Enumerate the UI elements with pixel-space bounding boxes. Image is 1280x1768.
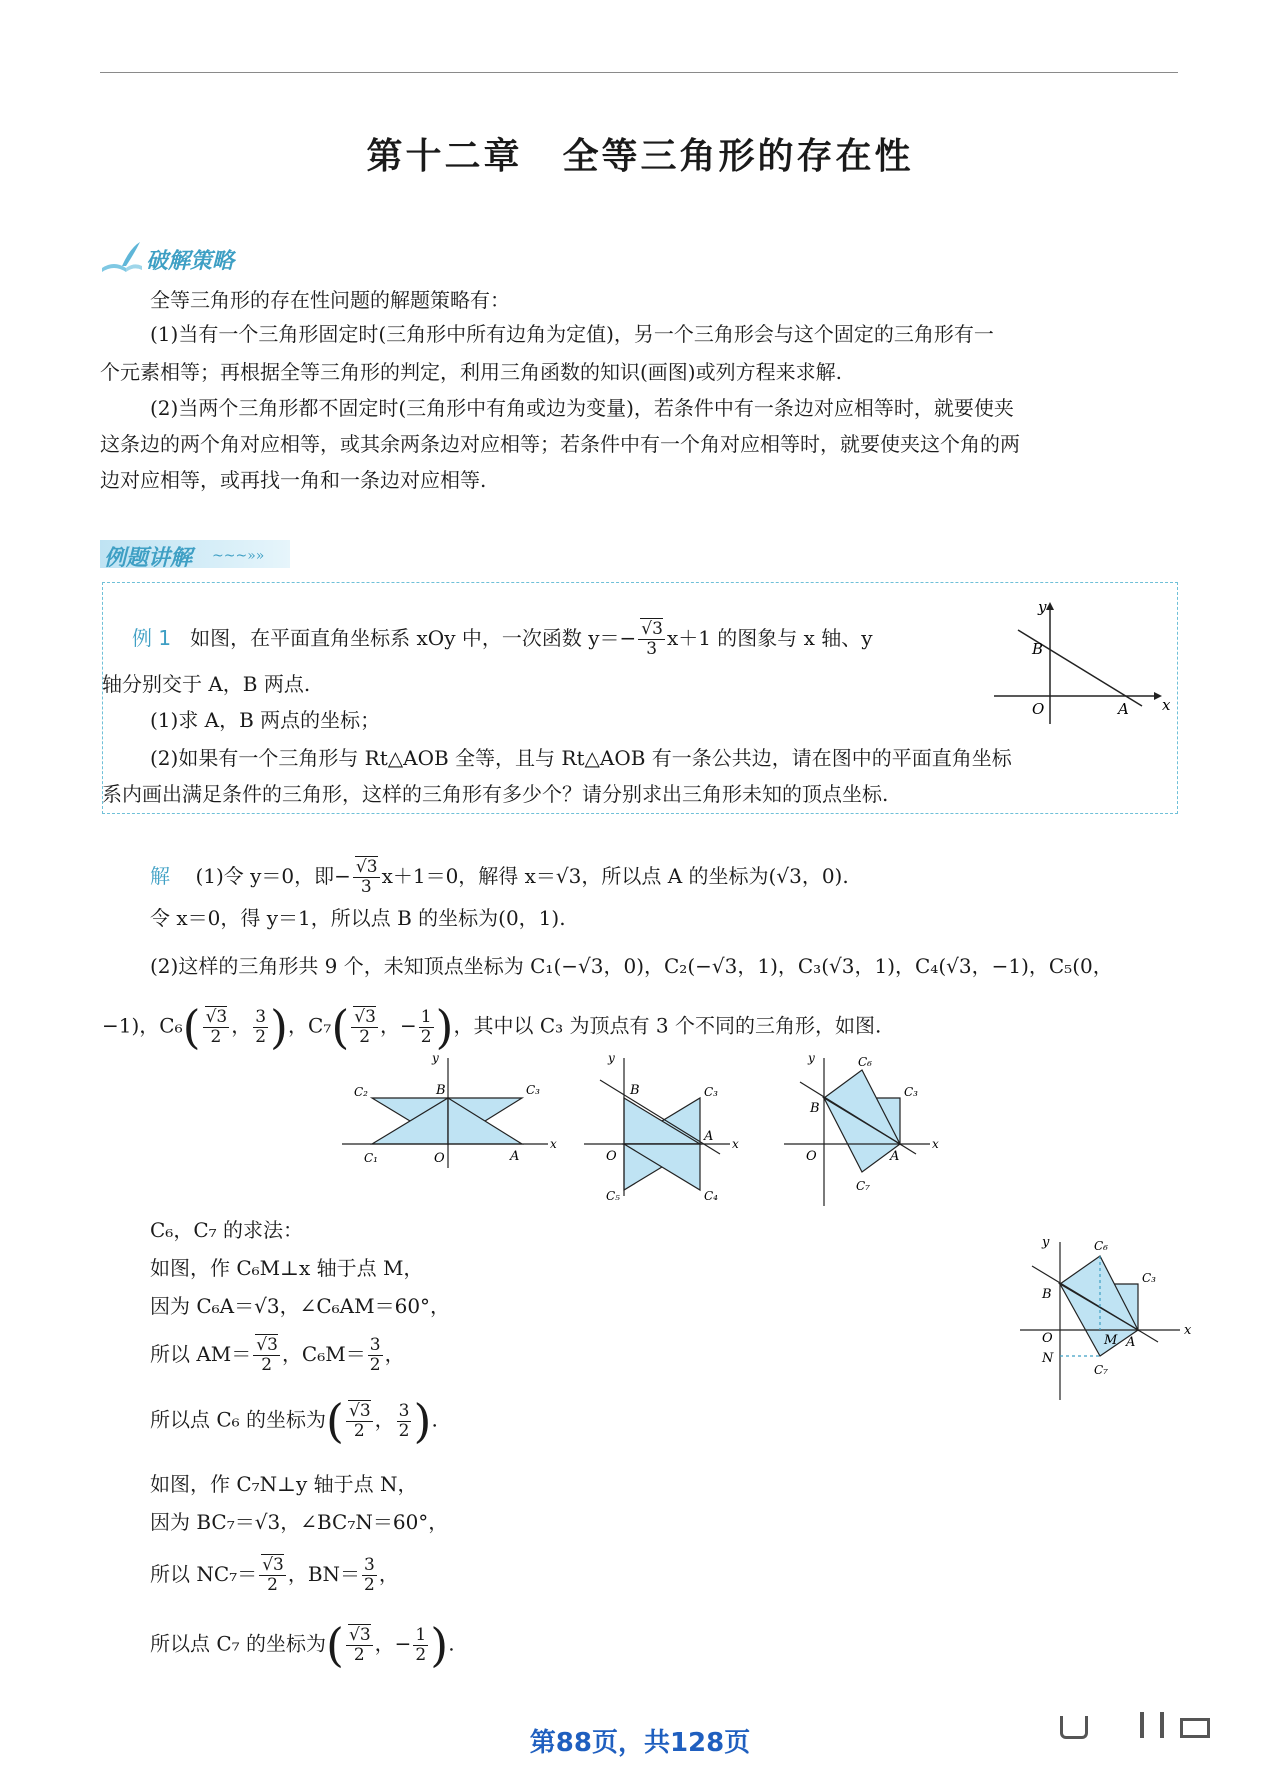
fit-page-icon[interactable] bbox=[1060, 1716, 1088, 1739]
wave-decoration-icon: ~~~»» bbox=[212, 548, 265, 564]
fraction-sqrt3-over-3 bbox=[638, 620, 665, 659]
method-line6: 因为 BC₇＝√3，∠BC₇N＝60°， bbox=[150, 1510, 449, 1534]
solution-line1 bbox=[150, 858, 849, 897]
method-line8-text-b: . bbox=[448, 1631, 455, 1656]
denominator: 3 bbox=[360, 877, 372, 897]
example-line1-text-b: x＋1 的图象与 x 轴、y bbox=[666, 626, 873, 650]
y-label: y bbox=[608, 1051, 615, 1065]
fraction-1-over-2 bbox=[419, 1008, 434, 1047]
fraction-3-over-2 bbox=[253, 1008, 268, 1047]
example-question2-line2: 系内画出满足条件的三角形，这样的三角形有多少个？请分别求出三角形未知的顶点坐标. bbox=[102, 782, 889, 806]
origin-label: O bbox=[434, 1151, 445, 1166]
denominator: 2 bbox=[255, 1026, 267, 1047]
solution-line4 bbox=[102, 1000, 882, 1054]
method-line8-text-a: 所以点 C₇ 的坐标为 bbox=[150, 1631, 327, 1656]
method-title: C₆，C₇ 的求法： bbox=[150, 1218, 303, 1242]
method-line4-text-a: 所以点 C₆ 的坐标为 bbox=[150, 1407, 327, 1432]
chapter-number: 第十二章 bbox=[366, 136, 523, 177]
fraction-sqrt3-over-2 bbox=[203, 1008, 230, 1047]
fraction-sqrt3-over-2 bbox=[346, 1626, 373, 1665]
fraction-sqrt3-over-3 bbox=[353, 858, 380, 897]
x-arrow-icon bbox=[1154, 692, 1162, 700]
point-C7-label: C₇ bbox=[1094, 1363, 1108, 1377]
numerator: √3 bbox=[641, 619, 663, 639]
fraction-1-over-2 bbox=[413, 1626, 428, 1665]
examples-section-header bbox=[100, 540, 290, 571]
example-coordinate-figure bbox=[990, 598, 1170, 728]
method-line7-text-a: 所以 NC₇＝ bbox=[150, 1562, 258, 1586]
viewer-controls[interactable] bbox=[1060, 1712, 1250, 1746]
x-label: x bbox=[1162, 696, 1170, 714]
denominator: 2 bbox=[353, 1420, 365, 1441]
comma: ， bbox=[374, 1631, 395, 1656]
point-C1-label: C₁ bbox=[364, 1151, 378, 1165]
strategy-p2-line1: (2)当两个三角形都不固定时(三角形中有角或边为变量)，若条件中有一条边对应相等时，就要使夹 bbox=[150, 396, 1014, 420]
method-line3-text-b: ，C₆M＝ bbox=[281, 1342, 366, 1366]
page-divider-icon bbox=[1160, 1712, 1164, 1738]
fraction-3-over-2 bbox=[362, 1556, 377, 1595]
point-C7-label: C₇ bbox=[856, 1179, 870, 1193]
numerator: √3 bbox=[349, 1624, 371, 1645]
method-line3 bbox=[150, 1336, 405, 1375]
comma: ， bbox=[379, 1013, 400, 1038]
point-C3-label: C₃ bbox=[1142, 1271, 1156, 1285]
numerator: √3 bbox=[349, 1400, 371, 1421]
fraction-sqrt3-over-2 bbox=[346, 1402, 373, 1441]
figure-c1-c2-c3 bbox=[340, 1050, 560, 1170]
origin-label: O bbox=[1042, 1331, 1053, 1346]
menu-icon[interactable] bbox=[1180, 1718, 1210, 1738]
denominator: 3 bbox=[646, 639, 658, 659]
method-line8 bbox=[150, 1618, 455, 1672]
origin-label: O bbox=[806, 1149, 817, 1164]
point-A-label: A bbox=[890, 1149, 900, 1164]
method-line2: 因为 C₆A＝√3，∠C₆AM＝60°， bbox=[150, 1294, 451, 1318]
denominator: 2 bbox=[359, 1026, 371, 1047]
method-line3-text-a: 所以 AM＝ bbox=[150, 1342, 252, 1366]
denominator: 2 bbox=[398, 1420, 410, 1441]
point-A-label: A bbox=[1126, 1335, 1136, 1350]
point-B-label: B bbox=[1032, 640, 1044, 658]
page-number-footer: 第88页，共128页 bbox=[529, 1728, 751, 1758]
paren: ) bbox=[270, 1000, 288, 1054]
page-divider-icon bbox=[1140, 1712, 1144, 1738]
solution-line4-text-c: ，其中以 C₃ 为顶点有 3 个不同的三角形，如图. bbox=[453, 1013, 882, 1038]
numerator: √3 bbox=[355, 857, 378, 877]
point-C3-label: C₃ bbox=[526, 1083, 540, 1097]
numerator: 3 bbox=[398, 1400, 410, 1421]
paren: ( bbox=[331, 1000, 350, 1054]
numerator: 1 bbox=[415, 1624, 427, 1645]
figure-c3-c4-c5 bbox=[580, 1050, 750, 1200]
point-C3-label: C₃ bbox=[904, 1085, 918, 1099]
paren: ( bbox=[182, 1000, 201, 1054]
point-N-label: N bbox=[1042, 1351, 1054, 1366]
method-line7-text-c: ， bbox=[378, 1562, 399, 1586]
y-label: y bbox=[1038, 598, 1047, 616]
fraction-sqrt3-over-2 bbox=[253, 1336, 280, 1375]
example-line2: 轴分别交于 A，B 两点. bbox=[102, 672, 311, 696]
solution-line2: 令 x＝0，得 y＝1，所以点 B 的坐标为(0，1). bbox=[150, 906, 566, 930]
solution-line4-text-b: ，C₇ bbox=[288, 1013, 332, 1038]
top-rule bbox=[100, 72, 1178, 73]
solution-line4-text-a: −1)，C₆ bbox=[102, 1013, 183, 1038]
denominator: 2 bbox=[267, 1575, 278, 1595]
denominator: 2 bbox=[415, 1644, 427, 1665]
numerator: 3 bbox=[255, 1006, 267, 1027]
numerator: √3 bbox=[256, 1335, 278, 1355]
fraction-3-over-2 bbox=[397, 1402, 412, 1441]
fraction-sqrt3-over-2 bbox=[259, 1556, 286, 1595]
numerator: √3 bbox=[205, 1006, 228, 1027]
figure-c6-c7-construction bbox=[1012, 1232, 1202, 1402]
example-question2-line1: (2)如果有一个三角形与 Rt△AOB 全等，且与 Rt△AOB 有一条公共边，请在图中的平面直角坐标 bbox=[150, 746, 1012, 770]
comma: ， bbox=[374, 1407, 395, 1432]
fraction-sqrt3-over-2 bbox=[351, 1008, 378, 1047]
method-line7-text-b: ，BN＝ bbox=[287, 1562, 361, 1586]
origin-label: O bbox=[606, 1149, 617, 1164]
x-label: x bbox=[550, 1137, 557, 1151]
denominator: 2 bbox=[364, 1575, 375, 1595]
solution-line1-text-a: (1)令 y＝0，即− bbox=[195, 864, 351, 888]
strategy-section-header bbox=[100, 240, 235, 278]
chapter-name: 全等三角形的存在性 bbox=[562, 136, 914, 177]
strategy-p1-line1: (1)当有一个三角形固定时(三角形中所有边角为定值)，另一个三角形会与这个固定的三角形有一 bbox=[150, 322, 994, 346]
y-label: y bbox=[1042, 1235, 1050, 1250]
origin-label: O bbox=[1032, 700, 1045, 718]
strategy-p2-line2: 这条边的两个角对应相等，或其余两条边对应相等；若条件中有一个角对应相等时，就要使夹这个角的两 bbox=[100, 432, 1020, 456]
point-B-label: B bbox=[630, 1083, 640, 1098]
y-arrow-icon bbox=[1046, 602, 1054, 610]
method-line3-text-c: ， bbox=[384, 1342, 405, 1366]
denominator: 2 bbox=[369, 1355, 381, 1375]
point-A-label: A bbox=[1118, 700, 1129, 718]
paren: ) bbox=[413, 1394, 432, 1448]
method-line4 bbox=[150, 1394, 438, 1448]
example-line1-text-a: 如图，在平面直角坐标系 xOy 中，一次函数 y＝− bbox=[190, 626, 637, 650]
paren: ( bbox=[326, 1618, 344, 1672]
solution-label: 解 bbox=[150, 864, 170, 888]
strategy-p1-line2: 个元素相等；再根据全等三角形的判定，利用三角函数的知识(画图)或列方程来求解. bbox=[100, 360, 842, 384]
solution-line3: (2)这样的三角形共 9 个，未知顶点坐标为 C₁(−√3，0)，C₂(−√3，1)，C₃(√3，1)，C₄(√3，−1)，C₅(0， bbox=[150, 954, 1113, 978]
example-question1: (1)求 A，B 两点的坐标； bbox=[150, 708, 381, 732]
paren: ( bbox=[326, 1394, 344, 1448]
example-label: 例 1 bbox=[132, 626, 172, 650]
comma: ， bbox=[231, 1013, 252, 1038]
point-B-label: B bbox=[810, 1101, 820, 1116]
numerator: 1 bbox=[420, 1006, 432, 1027]
solution-line1-text-b: x＋1＝0，解得 x＝√3，所以点 A 的坐标为(√3，0). bbox=[381, 864, 849, 888]
minus: − bbox=[394, 1631, 412, 1656]
point-B-label: B bbox=[1042, 1287, 1052, 1302]
method-line1: 如图，作 C₆M⊥x 轴于点 M， bbox=[150, 1256, 424, 1280]
method-line4-text-b: . bbox=[431, 1407, 438, 1432]
chapter-title bbox=[0, 128, 1280, 179]
paren: ) bbox=[430, 1618, 449, 1672]
x-label: x bbox=[732, 1137, 739, 1151]
example-line1 bbox=[132, 620, 873, 659]
numerator: √3 bbox=[262, 1555, 284, 1575]
numerator: 3 bbox=[369, 1335, 381, 1355]
method-line5: 如图，作 C₇N⊥y 轴于点 N， bbox=[150, 1472, 418, 1496]
examples-heading: 例题讲解 bbox=[104, 546, 193, 571]
denominator: 2 bbox=[420, 1026, 432, 1047]
numerator: 3 bbox=[364, 1555, 375, 1575]
x-label: x bbox=[932, 1137, 939, 1151]
method-line7 bbox=[150, 1556, 399, 1595]
point-A-label: A bbox=[704, 1129, 714, 1144]
fraction-3-over-2 bbox=[368, 1336, 383, 1375]
point-C4-label: C₄ bbox=[704, 1189, 718, 1200]
book-quill-icon bbox=[100, 240, 144, 274]
denominator: 2 bbox=[353, 1644, 365, 1665]
y-label: y bbox=[432, 1051, 439, 1065]
point-C2-label: C₂ bbox=[354, 1085, 368, 1099]
denominator: 2 bbox=[261, 1355, 273, 1375]
strategy-intro: 全等三角形的存在性问题的解题策略有： bbox=[150, 288, 510, 312]
y-label: y bbox=[808, 1051, 815, 1065]
x-label: x bbox=[1184, 1323, 1192, 1338]
point-C6-label: C₆ bbox=[858, 1055, 872, 1069]
paren: ) bbox=[435, 1000, 454, 1054]
figure-c3-c6-c7 bbox=[780, 1050, 950, 1210]
point-M-label: M bbox=[1104, 1333, 1118, 1348]
point-A-label: A bbox=[510, 1149, 520, 1164]
point-C6-label: C₆ bbox=[1094, 1239, 1108, 1253]
point-C3-label: C₃ bbox=[704, 1085, 718, 1099]
numerator: √3 bbox=[354, 1006, 376, 1027]
denominator: 2 bbox=[210, 1026, 222, 1047]
minus: − bbox=[399, 1013, 417, 1038]
point-C5-label: C₅ bbox=[606, 1189, 620, 1200]
strategy-p2-line3: 边对应相等，或再找一角和一条边对应相等. bbox=[100, 468, 487, 492]
strategy-heading: 破解策略 bbox=[146, 249, 235, 274]
point-B-label: B bbox=[436, 1083, 446, 1098]
